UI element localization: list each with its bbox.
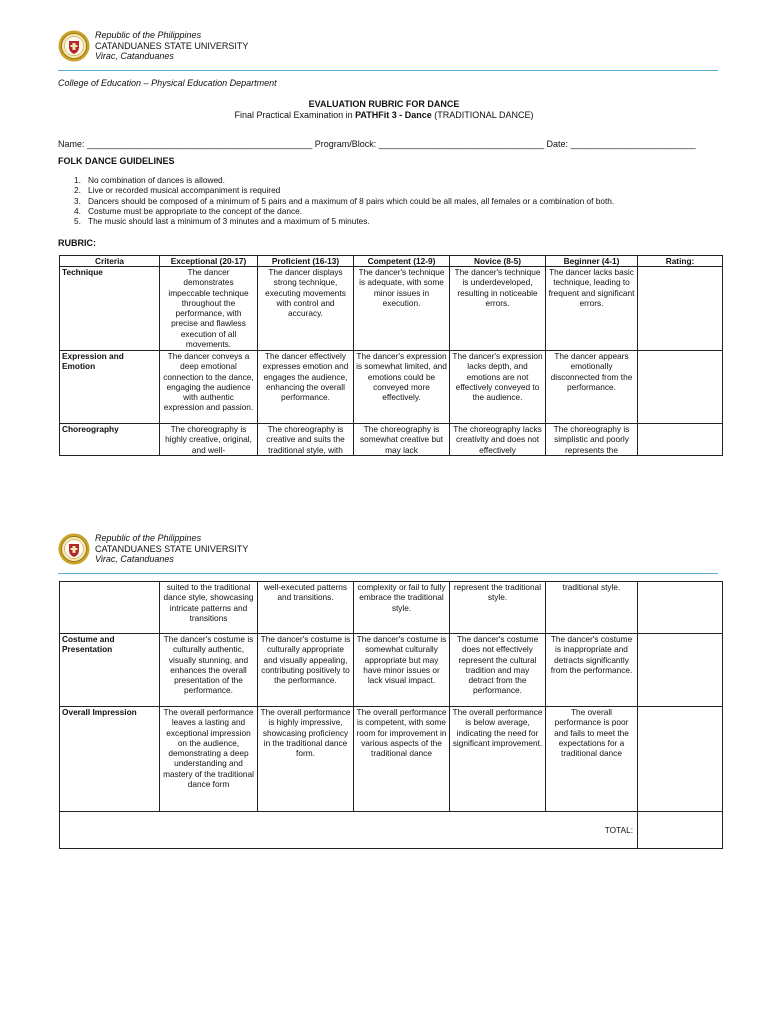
university-name-block	[95, 30, 248, 62]
table-row	[60, 582, 723, 634]
rubric-cell: The dancer's costume is culturally appropriate and visually appealing, contributing positively to the performance.	[258, 634, 354, 707]
rubric-cell	[354, 424, 450, 456]
rating-cell[interactable]	[638, 424, 723, 456]
rating-cell[interactable]	[638, 707, 723, 812]
criteria-cell: Choreography	[60, 424, 160, 456]
criteria-cell: Costume and Presentation	[60, 634, 160, 707]
rubric-cell: The overall performance leaves a lasting and exceptional impression on the audience, demonstrating a deep understanding and mastery of the traditional dance form	[160, 707, 258, 812]
rating-cell[interactable]	[638, 582, 723, 634]
rubric-cell: The dancer demonstrates impeccable technique throughout the performance, with precise and flawless execution of all movements.	[160, 267, 258, 351]
guideline-text: The music should last a minimum of 3 minutes and a maximum of 5 minutes.	[88, 216, 370, 227]
rubric-table-page2	[59, 581, 723, 849]
rubric-table-page1	[59, 255, 723, 456]
rubric-cell-text: The choreography is creative and suits the traditional style, with	[266, 424, 345, 455]
table-row	[60, 351, 723, 424]
total-label: TOTAL:	[60, 812, 638, 849]
guideline-text: Costume must be appropriate to the concept of the dance.	[88, 205, 303, 216]
rubric-cell-text: The choreography lacks creativity and does not effectively	[453, 424, 542, 455]
rubric-cell	[160, 424, 258, 456]
rubric-label: RUBRIC:	[58, 238, 96, 248]
guidelines-heading: FOLK DANCE GUIDELINES	[58, 156, 175, 166]
guideline-text: No combination of dances is allowed.	[88, 175, 225, 185]
table-row	[60, 707, 723, 812]
guideline-item	[74, 185, 614, 195]
rubric-cell: The dancer appears emotionally disconnected from the performance.	[546, 351, 638, 424]
rubric-cell: The dancer displays strong technique, executing movements with control and accuracy.	[258, 267, 354, 351]
guideline-text: Live or recorded musical accompaniment is required	[88, 185, 281, 196]
rubric-cell: The overall performance is poor and fails to meet the expectations for a traditional dance	[546, 707, 638, 812]
document-title: EVALUATION RUBRIC FOR DANCE	[308, 99, 460, 109]
rubric-cell: The dancer lacks basic technique, leading to frequent and significant errors.	[546, 267, 638, 351]
guideline-item	[74, 196, 614, 206]
rubric-cell: The dancer's costume is inappropriate and detracts significantly from the performance.	[546, 634, 638, 707]
header-competent: Competent (12-9)	[354, 256, 450, 267]
rubric-cell: The overall performance is below average, indicating the need for significant improvement.	[450, 707, 546, 812]
header-exceptional: Exceptional (20-17)	[160, 256, 258, 267]
total-row	[60, 812, 723, 849]
university-seal-logo	[58, 533, 90, 565]
rubric-cell: The dancer's expression is somewhat limited, and emotions could be conveyed more effectively.	[354, 351, 450, 424]
subtitle-course: PATHFit 3 - Dance	[355, 110, 432, 120]
guideline-text: Dancers should be composed of a minimum of 5 pairs and a maximum of 8 pairs which could be all males, all females or a combination of both.	[88, 195, 615, 206]
university-location: Virac, Catanduanes	[95, 51, 174, 61]
table-row	[60, 267, 723, 351]
criteria-cell: Expression and Emotion	[60, 351, 160, 424]
rating-cell[interactable]	[638, 351, 723, 424]
rubric-cell: suited to the traditional dance style, showcasing intricate patterns and transitions	[160, 582, 258, 634]
header-novice: Novice (8-5)	[450, 256, 546, 267]
rubric-cell: complexity or fail to fully embrace the traditional style.	[354, 582, 450, 634]
rubric-cell-text: The choreography is highly creative, original, and well-	[165, 424, 252, 455]
university-location: Virac, Catanduanes	[95, 554, 174, 564]
guideline-item	[74, 206, 614, 216]
header-proficient: Proficient (16-13)	[258, 256, 354, 267]
rubric-cell: The overall performance is highly impressive, showcasing proficiency in the traditional dance form.	[258, 707, 354, 812]
table-header-row	[60, 256, 723, 267]
republic-line: Republic of the Philippines	[95, 533, 202, 543]
subtitle-suffix: (TRADITIONAL DANCE)	[431, 110, 534, 120]
rubric-cell: The dancer's technique is underdeveloped, resulting in noticeable errors.	[450, 267, 546, 351]
criteria-cell: Overall Impression	[60, 707, 160, 812]
total-rating-cell[interactable]	[638, 812, 723, 849]
page1-header	[58, 30, 718, 76]
rubric-cell: traditional style.	[546, 582, 638, 634]
document-subtitle	[0, 110, 768, 121]
guideline-number: 4.	[74, 205, 81, 216]
subtitle-prefix: Final Practical Examination in	[234, 110, 356, 120]
guideline-number: 2.	[74, 185, 81, 196]
rubric-cell: The dancer's expression lacks depth, and emotions are not effectively conveyed to the audience.	[450, 351, 546, 424]
rubric-cell: The dancer effectively expresses emotion and engages the audience, enhancing the overall performance.	[258, 351, 354, 424]
guideline-item	[74, 175, 614, 185]
header-rating: Rating:	[638, 256, 723, 267]
header-divider	[58, 70, 718, 71]
university-seal-logo	[58, 30, 90, 62]
university-name: CATANDUANES STATE UNIVERSITY	[95, 543, 249, 554]
rubric-cell	[546, 424, 638, 456]
rubric-cell-text: The choreography is somewhat creative but may lack	[359, 424, 443, 455]
guidelines-list	[74, 175, 614, 226]
rubric-cell: The dancer's costume is somewhat culturally appropriate but may have minor issues or lack visual impact.	[354, 634, 450, 707]
rubric-cell-text: The choreography is simplistic and poorly represents the	[553, 424, 630, 455]
page2-header	[58, 533, 718, 579]
rubric-cell: The dancer conveys a deep emotional connection to the dance, engaging the audience with authentic expression and passion.	[160, 351, 258, 424]
rating-cell[interactable]	[638, 267, 723, 351]
criteria-cell: Technique	[60, 267, 160, 351]
rubric-cell: well-executed patterns and transitions.	[258, 582, 354, 634]
guideline-number: 5.	[74, 216, 81, 227]
rubric-cell: The dancer's technique is adequate, with some minor issues in execution.	[354, 267, 450, 351]
rubric-cell: represent the traditional style.	[450, 582, 546, 634]
rubric-cell: The dancer's costume does not effectively represent the cultural tradition and may detract from the performance.	[450, 634, 546, 707]
guideline-item	[74, 216, 614, 226]
rubric-cell	[450, 424, 546, 456]
table-row	[60, 424, 723, 456]
republic-line: Republic of the Philippines	[95, 30, 202, 40]
rubric-cell: The overall performance is competent, with some room for improvement in various aspects of the traditional dance	[354, 707, 450, 812]
rubric-cell: The dancer's costume is culturally authentic, visually stunning, and enhances the overall presentation of the performance.	[160, 634, 258, 707]
header-divider	[58, 573, 718, 574]
header-beginner: Beginner (4-1)	[546, 256, 638, 267]
guideline-number: 1.	[74, 175, 81, 185]
header-criteria: Criteria	[60, 256, 160, 267]
student-info-line: Name: _____________________________________________ Program/Block: _________________________________ Date: _________________________	[58, 139, 696, 149]
college-department: College of Education – Physical Education Department	[58, 78, 277, 88]
table-row	[60, 634, 723, 707]
document-title-block	[0, 99, 768, 121]
rating-cell[interactable]	[638, 634, 723, 707]
rubric-cell	[258, 424, 354, 456]
criteria-cell	[60, 582, 160, 634]
university-name-block	[95, 533, 248, 565]
university-name: CATANDUANES STATE UNIVERSITY	[95, 40, 249, 51]
guideline-number: 3.	[74, 195, 81, 206]
